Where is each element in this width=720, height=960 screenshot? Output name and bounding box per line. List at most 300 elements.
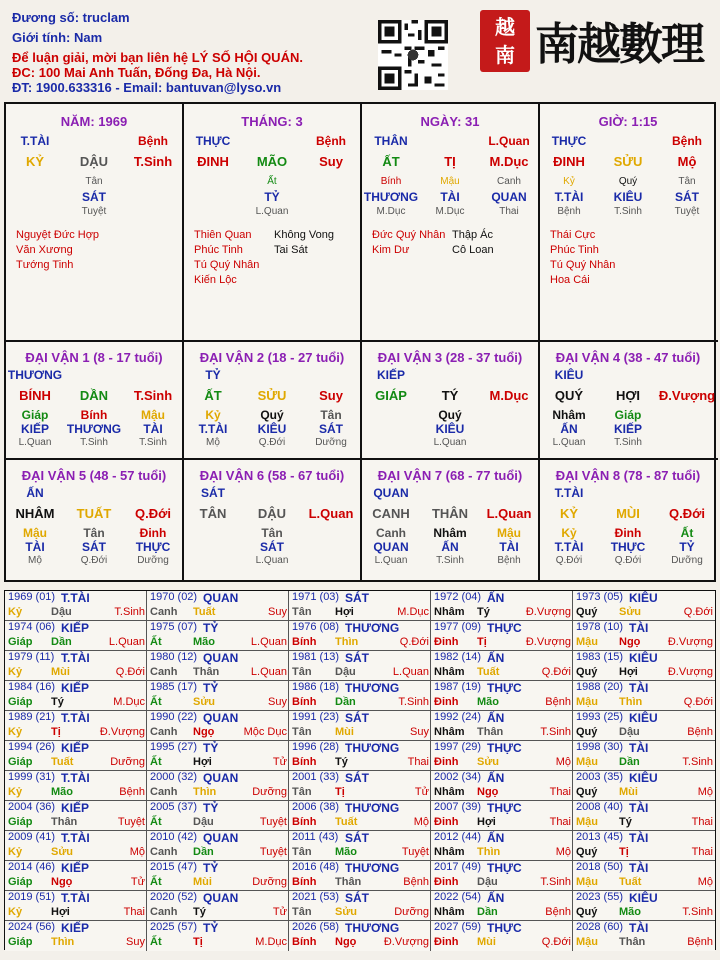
year-star: SÁT: [345, 591, 369, 605]
year-branch: Ngọ: [619, 636, 641, 648]
year-cell[interactable]: [147, 621, 289, 651]
seal-char: 越: [495, 15, 515, 39]
cell-value: Tân: [320, 408, 342, 422]
year-stem: Bính: [292, 756, 317, 768]
year-stem: Nhâm: [434, 726, 465, 738]
year-cell[interactable]: [573, 621, 715, 651]
seal-char: 南: [495, 43, 515, 67]
year-label: 1997 (29): [434, 741, 482, 753]
cell-value: TỊ: [444, 154, 456, 169]
cell-row: [6, 422, 182, 438]
cell-row: [6, 486, 182, 502]
cell-value: THỰC: [551, 134, 587, 148]
cell-value: ẤT: [382, 154, 400, 169]
cell-value: Tân: [261, 526, 283, 540]
year-stem: Canh: [150, 906, 178, 918]
year-branch: Tị: [335, 786, 345, 798]
year-cell[interactable]: [5, 801, 147, 831]
cell-value: TỶ: [205, 368, 221, 382]
cell-value: THÂN: [431, 506, 469, 521]
year-branch: Dậu: [193, 816, 214, 828]
cell-row: [362, 486, 538, 502]
year-star: THỰC: [487, 741, 522, 755]
year-branch: Tị: [51, 726, 61, 738]
year-branch: Dần: [619, 756, 640, 768]
year-stem: Đinh: [434, 636, 459, 648]
cell-value: M.Dục: [376, 206, 406, 217]
year-cell[interactable]: [289, 891, 431, 921]
year-branch: Sửu: [51, 846, 74, 858]
year-star: TỶ: [203, 681, 219, 695]
cell-value: Q.Đới: [614, 555, 642, 566]
year-stem: Mậu: [576, 876, 598, 888]
year-label: 1978 (10): [576, 621, 624, 633]
year-cell[interactable]: [431, 861, 573, 891]
year-stem: Canh: [150, 666, 178, 678]
year-stem: Mậu: [576, 816, 598, 828]
year-branch: Ngọ: [477, 786, 499, 798]
year-label: 2000 (32): [150, 771, 198, 783]
year-phase: Dưỡng: [252, 876, 287, 888]
year-star: TỶ: [203, 801, 219, 815]
year-label: 2018 (50): [576, 861, 624, 873]
cell-value: SÁT: [319, 422, 343, 436]
year-label: 1995 (27): [150, 741, 198, 753]
star-list: [274, 228, 334, 258]
year-cell[interactable]: [147, 651, 289, 681]
year-cell[interactable]: [431, 591, 573, 621]
year-phase: T.Sinh: [114, 606, 145, 618]
year-cell[interactable]: [573, 651, 715, 681]
cell-value: DẬU: [79, 154, 109, 169]
year-cell[interactable]: [289, 711, 431, 741]
year-cell[interactable]: [289, 831, 431, 861]
year-label: 1996 (28): [292, 741, 340, 753]
cell-value: CANH: [372, 506, 410, 521]
year-stem: Giáp: [8, 636, 33, 648]
year-phase: Bệnh: [403, 876, 429, 888]
year-branch: Dậu: [477, 876, 498, 888]
year-cell[interactable]: [573, 771, 715, 801]
year-cell[interactable]: [431, 741, 573, 771]
year-cell[interactable]: [573, 681, 715, 711]
year-phase: L.Quan: [250, 666, 287, 678]
year-star: THƯƠNG: [345, 861, 400, 875]
year-cell[interactable]: [573, 921, 715, 951]
cell-value: KIẾP: [20, 422, 49, 436]
cell-value: T.Sinh: [436, 555, 464, 566]
cell-value: THƯƠNG: [363, 190, 419, 204]
year-branch: Tý: [51, 696, 64, 708]
cell-value: Ất: [267, 176, 277, 187]
year-stem: Bính: [292, 876, 317, 888]
year-cell[interactable]: [147, 831, 289, 861]
cell-value: Bệnh: [557, 206, 581, 217]
year-cell[interactable]: [147, 591, 289, 621]
year-cell[interactable]: [5, 891, 147, 921]
year-label: 1971 (03): [292, 591, 340, 603]
year-phase: T.Sinh: [540, 876, 571, 888]
year-phase: Q.Đới: [683, 606, 713, 618]
cell-value: ẤN: [26, 486, 44, 500]
year-star: ẤN: [487, 711, 505, 725]
year-cell[interactable]: [431, 621, 573, 651]
year-star: SÁT: [345, 891, 369, 905]
year-phase: Q.Đới: [115, 666, 145, 678]
year-star: THỰC: [487, 861, 522, 875]
cell-row: [540, 486, 716, 502]
cell-value: Q.Đới: [669, 506, 705, 521]
year-stem: Đinh: [434, 816, 459, 828]
year-stem: Ất: [150, 756, 162, 768]
year-label: 2007 (39): [434, 801, 482, 813]
year-cell[interactable]: [289, 771, 431, 801]
year-cell[interactable]: [5, 861, 147, 891]
year-star: KIÊU: [629, 771, 658, 785]
year-phase: Thai: [691, 816, 713, 828]
year-phase: T.Sinh: [540, 726, 571, 738]
year-branch: Dậu: [619, 726, 640, 738]
star-name: Thập Ác: [452, 229, 493, 241]
cell-value: Quý: [618, 176, 638, 187]
year-star: THƯƠNG: [345, 621, 400, 635]
year-branch: Tý: [477, 606, 490, 618]
year-star: TỶ: [203, 741, 219, 755]
year-cell[interactable]: [431, 651, 573, 681]
cell-value: T.Sinh: [80, 437, 108, 448]
year-stem: Mậu: [576, 636, 598, 648]
year-cell[interactable]: [147, 921, 289, 951]
year-cell[interactable]: [289, 681, 431, 711]
cell-value: DẦN: [79, 388, 109, 403]
year-star: QUAN: [203, 591, 239, 605]
year-branch: Tuất: [193, 606, 216, 618]
cell-value: TÂN: [199, 506, 227, 521]
cell-value: T.Sinh: [614, 206, 642, 217]
year-stem: Kỷ: [8, 726, 23, 738]
star-name: Nguyệt Đức Hợp: [16, 229, 100, 241]
year-star: TÀI: [629, 681, 649, 695]
cell-value: Tuyệt: [81, 206, 107, 217]
cell-row: [6, 206, 182, 222]
cell-row: [362, 540, 538, 556]
year-star: THƯƠNG: [345, 741, 400, 755]
year-cell[interactable]: [573, 591, 715, 621]
year-cell[interactable]: [431, 921, 573, 951]
year-branch: Hợi: [619, 666, 638, 678]
cell-value: Q.Đới: [135, 506, 171, 521]
year-stem: Canh: [150, 786, 178, 798]
cell-value: Q.Đới: [555, 555, 583, 566]
year-branch: Thân: [619, 936, 646, 948]
year-cell[interactable]: [573, 711, 715, 741]
year-cell[interactable]: [147, 891, 289, 921]
year-star: SÁT: [345, 711, 369, 725]
year-cell[interactable]: [431, 711, 573, 741]
cell-value: Nhâm: [552, 408, 586, 422]
cell-title: THÁNG: 3: [241, 114, 303, 129]
year-phase: Tử: [272, 906, 287, 918]
year-phase: Tuyệt: [259, 846, 287, 858]
year-phase: Mộ: [697, 786, 713, 798]
dai-van-8: [540, 460, 718, 580]
year-star: KIẾP: [61, 681, 90, 695]
year-stem: Ất: [150, 696, 162, 708]
cell-row: [6, 506, 182, 522]
year-branch: Sửu: [335, 906, 358, 918]
year-label: 1999 (31): [8, 771, 56, 783]
year-phase: Tử: [272, 756, 287, 768]
year-label: 1974 (06): [8, 621, 56, 633]
cell-value: DẬU: [257, 506, 287, 521]
cell-title: ĐẠI VẬN 3 (28 - 37 tuổi): [377, 350, 523, 365]
cell-value: M.Dục: [489, 388, 529, 403]
year-stem: Tân: [292, 906, 312, 918]
star-name: Tú Quý Nhân: [550, 259, 616, 271]
cell-value: Suy: [319, 154, 343, 169]
year-label: 2023 (55): [576, 891, 624, 903]
cell-value: Suy: [319, 388, 343, 403]
year-cell[interactable]: [573, 741, 715, 771]
cell-value: T.TÀI: [554, 190, 584, 204]
year-cell[interactable]: [573, 891, 715, 921]
year-label: 1970 (02): [150, 591, 198, 603]
dai-van-3: [362, 342, 540, 460]
cell-value: Nhâm: [433, 526, 467, 540]
cell-row: [540, 555, 716, 571]
year-branch: Mùi: [619, 786, 638, 798]
year-cell[interactable]: [289, 741, 431, 771]
star-list: [194, 228, 259, 288]
cell-value: TÀI: [499, 540, 519, 554]
year-stem: Bính: [292, 696, 317, 708]
year-branch: Tuất: [335, 816, 358, 828]
year-star: THƯƠNG: [345, 921, 400, 935]
cell-value: Giáp: [21, 408, 49, 422]
year-phase: Tuyệt: [401, 846, 429, 858]
year-stem: Ất: [150, 876, 162, 888]
year-cell[interactable]: [5, 741, 147, 771]
year-branch: Tị: [619, 846, 629, 858]
cell-row: [540, 540, 716, 556]
year-branch: Dần: [335, 696, 356, 708]
year-cell[interactable]: [5, 771, 147, 801]
year-cell[interactable]: [289, 651, 431, 681]
cell-row: [362, 154, 538, 170]
year-label: 1985 (17): [150, 681, 198, 693]
year-branch: Dần: [51, 636, 72, 648]
cell-row: [6, 154, 182, 170]
year-label: 2026 (58): [292, 921, 340, 933]
year-star: KIÊU: [629, 651, 658, 665]
pillar-3: [362, 104, 540, 342]
year-phase: Bệnh: [545, 696, 571, 708]
qr-code[interactable]: [378, 20, 448, 90]
cell-title: ĐẠI VẬN 8 (78 - 87 tuổi): [555, 468, 701, 483]
year-star: KIẾP: [61, 801, 90, 815]
year-star: THỰC: [487, 621, 522, 635]
cell-row: [184, 540, 360, 556]
year-cell[interactable]: [289, 921, 431, 951]
year-label: 1988 (20): [576, 681, 624, 693]
year-star: ẤN: [487, 831, 505, 845]
year-star: THỰC: [487, 801, 522, 815]
cell-value: L.Quan: [374, 555, 408, 566]
year-star: TÀI: [629, 621, 649, 635]
star-name: Đức Quý Nhân: [372, 229, 446, 241]
year-cell[interactable]: [147, 771, 289, 801]
cell-row: [362, 388, 538, 404]
year-branch: Sửu: [619, 606, 642, 618]
year-branch: Thân: [335, 876, 362, 888]
year-phase: Tuyệt: [117, 816, 145, 828]
year-cell[interactable]: [5, 621, 147, 651]
cell-value: MÃO: [256, 154, 288, 169]
year-cell[interactable]: [431, 801, 573, 831]
year-star: TỶ: [203, 921, 219, 935]
year-cell[interactable]: [573, 861, 715, 891]
cell-value: Bính: [80, 408, 108, 422]
year-star: QUAN: [203, 771, 239, 785]
year-branch: Dậu: [335, 666, 356, 678]
year-phase: Thai: [123, 906, 145, 918]
year-cell[interactable]: [431, 831, 573, 861]
year-phase: L.Quan: [108, 636, 145, 648]
year-star: T.TÀI: [61, 651, 90, 665]
year-cell[interactable]: [5, 921, 147, 951]
year-cell[interactable]: [289, 591, 431, 621]
year-cell[interactable]: [147, 861, 289, 891]
year-cell[interactable]: [5, 591, 147, 621]
year-phase: Mộ: [129, 846, 145, 858]
year-branch: Hợi: [477, 816, 496, 828]
cell-value: L.Quan: [255, 206, 289, 217]
cell-value: TÀI: [440, 190, 460, 204]
year-phase: Đ.Vượng: [99, 726, 145, 738]
cell-value: L.Quan: [18, 437, 52, 448]
year-stem: Kỷ: [8, 846, 23, 858]
year-label: 2012 (44): [434, 831, 482, 843]
year-branch: Thìn: [619, 696, 643, 708]
year-label: 2003 (35): [576, 771, 624, 783]
cell-value: Dưỡng: [137, 555, 169, 566]
cell-value: QUAN: [373, 486, 409, 500]
year-stem: Mậu: [576, 936, 598, 948]
year-branch: Thìn: [193, 786, 217, 798]
year-cell[interactable]: [147, 741, 289, 771]
contact: ĐT: 1900.633316 - Email: bantuvan@lyso.vn: [12, 80, 282, 95]
year-label: 1998 (30): [576, 741, 624, 753]
year-cell[interactable]: [289, 801, 431, 831]
year-cell[interactable]: [5, 831, 147, 861]
year-cell[interactable]: [289, 861, 431, 891]
year-phase: Q.Đới: [399, 636, 429, 648]
year-label: 1977 (09): [434, 621, 482, 633]
cell-value: Kỷ: [563, 176, 575, 187]
year-star: SÁT: [345, 831, 369, 845]
cell-value: Mậu: [440, 176, 460, 187]
year-stem: Nhâm: [434, 606, 465, 618]
cell-value: NHÂM: [15, 506, 55, 521]
year-cell[interactable]: [5, 651, 147, 681]
year-star: QUAN: [203, 711, 239, 725]
cell-value: L.Quan: [486, 506, 532, 521]
year-cell[interactable]: [147, 681, 289, 711]
year-label: 1969 (01): [8, 591, 56, 603]
year-phase: Q.Đới: [541, 936, 571, 948]
year-label: 2025 (57): [150, 921, 198, 933]
star-name: Thiên Quan: [194, 229, 252, 241]
year-cell[interactable]: [289, 621, 431, 651]
cell-value: T.TÀI: [20, 134, 50, 148]
year-phase: Đ.Vượng: [667, 636, 713, 648]
year-star: TÀI: [629, 801, 649, 815]
year-branch: Thìn: [477, 846, 501, 858]
cell-title: ĐẠI VẬN 7 (68 - 77 tuổi): [377, 468, 523, 483]
year-branch: Dần: [477, 906, 498, 918]
year-label: 1982 (14): [434, 651, 482, 663]
year-stem: Bính: [292, 816, 317, 828]
cell-row: [184, 134, 360, 150]
cell-row: [184, 190, 360, 206]
year-cell[interactable]: [5, 711, 147, 741]
year-cell[interactable]: [573, 801, 715, 831]
star-name: Thái Cực: [550, 229, 596, 241]
cell-value: T.TÀI: [554, 540, 584, 554]
cell-value: Canh: [376, 526, 406, 540]
year-cell[interactable]: [431, 681, 573, 711]
year-label: 1973 (05): [576, 591, 624, 603]
cell-value: Tuyệt: [674, 206, 700, 217]
cell-row: [184, 437, 360, 453]
cell-value: ẤN: [441, 540, 459, 554]
cell-row: [6, 134, 182, 150]
year-phase: Đ.Vượng: [383, 936, 429, 948]
year-cell[interactable]: [431, 771, 573, 801]
annual-luck-table: [4, 590, 716, 950]
year-phase: M.Dục: [255, 936, 287, 948]
year-cell[interactable]: [147, 711, 289, 741]
cell-row: [6, 190, 182, 206]
year-phase: Dưỡng: [394, 906, 429, 918]
cell-value: Dưỡng: [671, 555, 703, 566]
cell-value: Đ.Vượng: [658, 388, 716, 403]
year-star: TÀI: [629, 861, 649, 875]
year-cell[interactable]: [5, 681, 147, 711]
cell-value: Q.Đới: [80, 555, 108, 566]
year-star: TÀI: [629, 741, 649, 755]
year-stem: Tân: [292, 726, 312, 738]
year-stem: Giáp: [8, 756, 33, 768]
year-label: 2008 (40): [576, 801, 624, 813]
year-phase: Mộ: [555, 846, 571, 858]
cell-value: SỬU: [613, 154, 643, 169]
year-phase: Tử: [414, 786, 429, 798]
cell-row: [6, 368, 182, 384]
cell-row: [362, 368, 538, 384]
cell-value: L.Quan: [552, 437, 586, 448]
year-cell[interactable]: [573, 831, 715, 861]
year-star: KIÊU: [629, 891, 658, 905]
year-star: TỶ: [203, 621, 219, 635]
owner-name: Đương số: truclam: [12, 10, 130, 25]
cell-row: [540, 437, 716, 453]
year-phase: Suy: [268, 696, 287, 708]
year-phase: Đ.Vượng: [667, 666, 713, 678]
year-cell[interactable]: [147, 801, 289, 831]
cell-value: M.Dục: [489, 154, 529, 169]
year-cell[interactable]: [431, 891, 573, 921]
